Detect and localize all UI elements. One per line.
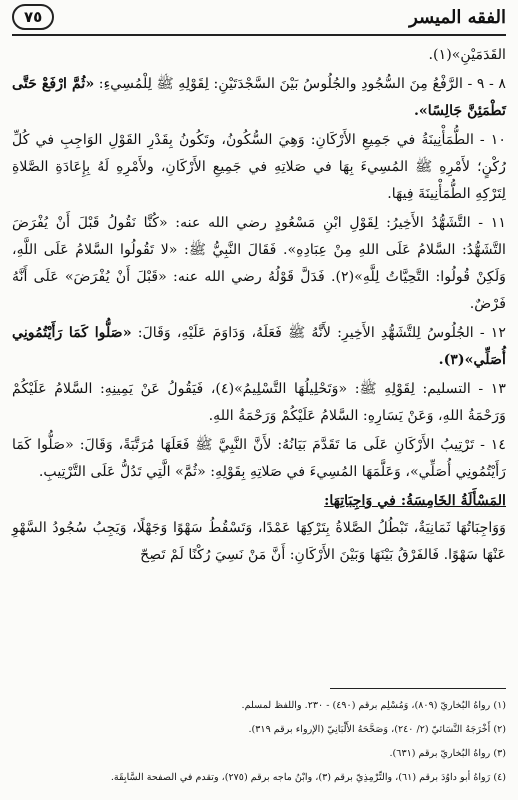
paragraph-item-8-9: ٨ - ٩ - الرَّفْعُ مِنَ السُّجُودِ والجُلُوسُ بَيْنَ السَّجْدَتَيْنِ: لِقَوْلِهِ ﷺ لِلْمُسِيءِ: «ثُمَّ ارْفَعْ حَتَّى تَطْمَئِنَّ جَالِسًا». <box>12 76 506 119</box>
section-paragraph: وَوَاجِبَاتُهَا ثَمَانِيَةٌ، تَبْطُلُ الصَّلاةُ بِتَرْكِهَا عَمْدًا، وَتَسْقُطُ سَهْوًا وَجَهْلًا، وَيَجِبُ سُجُودُ السَّهْوِ عَنْهَا سَهْوًا. فَالفَرْقُ بَيْنَهَا وَبَيْنَ الأَرْكَانِ: أَنَّ مَنْ نَسِيَ رُكْنًا لَمْ تَصِحّ <box>12 520 506 563</box>
page-header <box>12 0 506 36</box>
footnote-2: (٢) أَخْرَجَهُ النَّسَائيّ (٢/ ٢٤٠)، وَصَحَّحَهُ الأَلْبَانِيّ (الإرواء برقم ٣١٩). <box>248 724 506 735</box>
footnote-3: (٣) رواهُ البُخاريّ برقم (٦٣١). <box>389 748 506 759</box>
footnote-1: (١) رواهُ البُخاريّ (٨٠٩)، وَمُسْلِم برقم (٤٩٠) - ٢٣٠. واللفظ لمسلم. <box>241 700 506 711</box>
paragraph-item-10: ١٠ - الطُّمَأْنِينَةُ في جَمِيعِ الأَرْكَانِ: وَهِيَ السُّكُونُ، وتَكُونُ بِقَدْرِ القَوْلِ الوَاجِبِ في كُلِّ رُكْنٍ؛ لأَمْرِهِ ﷺ المُسِيءَ بِهَا في صَلاتِهِ في جَمِيعِ الأَرْكَانِ، ولأَمْرِهِ لَهُ بِإِعَادَةِ الصَّلاةِ لِتَرْكِهِ الطُّمَأْنِينَةَ فِيهَا. <box>12 132 506 202</box>
footnote-divider <box>330 688 506 689</box>
paragraph-item-13: ١٣ - التسليم: لِقَوْلِهِ ﷺ: «وَتَحْلِيلُهَا التَّسْلِيمُ»(٤)، فَيَقُولُ عَنْ يَمِينِهِ: السَّلامُ عَلَيْكُمْ وَرَحْمَةُ اللهِ، وَعَنْ يَسَارِهِ: السَّلامُ عَلَيْكُمْ وَرَحْمَةُ اللهِ. <box>12 381 506 424</box>
paragraph-continuation: القَدَمَيْنِ»(١). <box>428 47 506 63</box>
paragraph-item-14: ١٤ - تَرْتِيبُ الأَرْكَانِ عَلَى مَا تَقَدَّمَ بَيَانُهُ: لأَنَّ النَّبِيَّ ﷺ فَعَلَهَا مُرَتَّبَةً، وَقَالَ: «صَلُّوا كَمَا رَأَيْتُمُونِي أُصَلِّي»، وَعَلَّمَهَا المُسِيءَ في صَلاتِهِ بِقَوْلِهِ: «ثُمَّ» الَّتِي تَدُلُّ عَلَى التَّرْتِيبِ. <box>12 437 506 480</box>
paragraph-item-12: ١٢ - الجُلُوسُ لِلتَّشَهُّدِ الأَخِيرِ: لأَنَّهُ ﷺ فَعَلَهُ، وَدَاوَمَ عَلَيْهِ، وَقَالَ: «صَلُّوا كَمَا رَأَيْتُمُونِي أُصَلِّي»(٣). <box>12 325 506 368</box>
footnotes <box>12 694 506 790</box>
paragraph-item-11: ١١ - التَّشَهُّدُ الأَخِيرُ: لِقَوْلِ ابْنِ مَسْعُودٍ رضي الله عنه: «كُنَّا نَقُولُ قَبْلَ أَنْ يُفْرَضَ التَّشَهُّدُ: السَّلامُ عَلَى اللهِ مِنْ عِبَادِهِ». فَقَالَ النَّبِيُّ ﷺ: «لا تَقُولُوا السَّلامُ عَلَى اللَّهِ، وَلَكِنْ قُولُوا: التَّحِيَّاتُ لِلَّهِ»(٢). فَدَلَّ قَوْلُهُ رضي الله عنه: «قَبْلَ أَنْ يُفْرَضَ» عَلَى أَنَّهُ فَرْضٌ. <box>12 215 506 312</box>
body-text <box>12 42 506 569</box>
footnote-4: (٤) رَواهُ أبو داوُدَ برقم (٦١)، والتِّرْمِذِيّ برقم (٣)، وابْنُ ماجه برقم (٢٧٥)، وتقدم في الصفحة السَّابِقَة. <box>110 772 506 783</box>
page-number-badge: ٧٥ <box>12 4 54 30</box>
section-heading: المَسْأَلَةُ الخَامِسَةُ: في وَاجِبَاتِهَا: <box>324 493 506 509</box>
page-title: الفقه الميسر <box>409 6 506 28</box>
